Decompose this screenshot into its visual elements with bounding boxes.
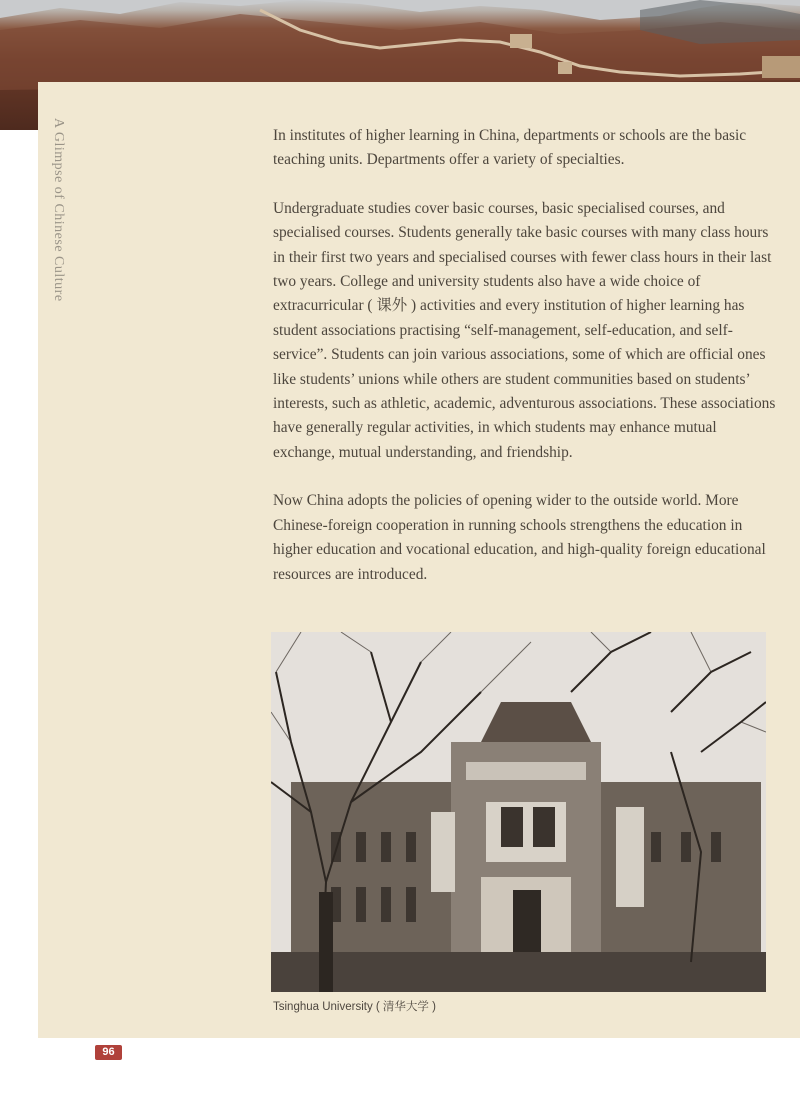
page-number: 96 xyxy=(95,1045,122,1060)
body-text xyxy=(273,124,778,611)
paragraph: Now China adopts the policies of opening wider to the outside world. More Chinese-foreign cooperation in running schools strengthens the education in higher education and vocational education, and high-quality foreign educational resources are introduced. xyxy=(273,492,766,583)
paragraph: Undergraduate studies cover basic courses, basic specialised courses, and specialised courses. Students generally take basic courses with many class hours in their first two years and specialised courses with fewer class hours in their last two years. College and university students also have a wide choice of extracurricular ( 课外 ) activities and every institution of higher learning has student associations practising “self-management, self-education, and self-service”. Students can join various associations, some of which are official ones like students’ unions while others are student communities based on students’ interests, such as athletic, academic, adventurous associations. These associations have generally regular activities, in which students may enhance mutual exchange, mutual understanding, and friendship. xyxy=(273,199,776,461)
photo-caption: Tsinghua University ( 清华大学 ) xyxy=(273,1001,436,1013)
left-margin xyxy=(0,130,38,1104)
running-title: A Glimpse of Chinese Culture xyxy=(51,118,66,302)
paragraph: In institutes of higher learning in China, departments or schools are the basic teaching units. Departments offer a variety of specialties. xyxy=(273,127,747,169)
tsinghua-university-photo xyxy=(271,632,766,992)
